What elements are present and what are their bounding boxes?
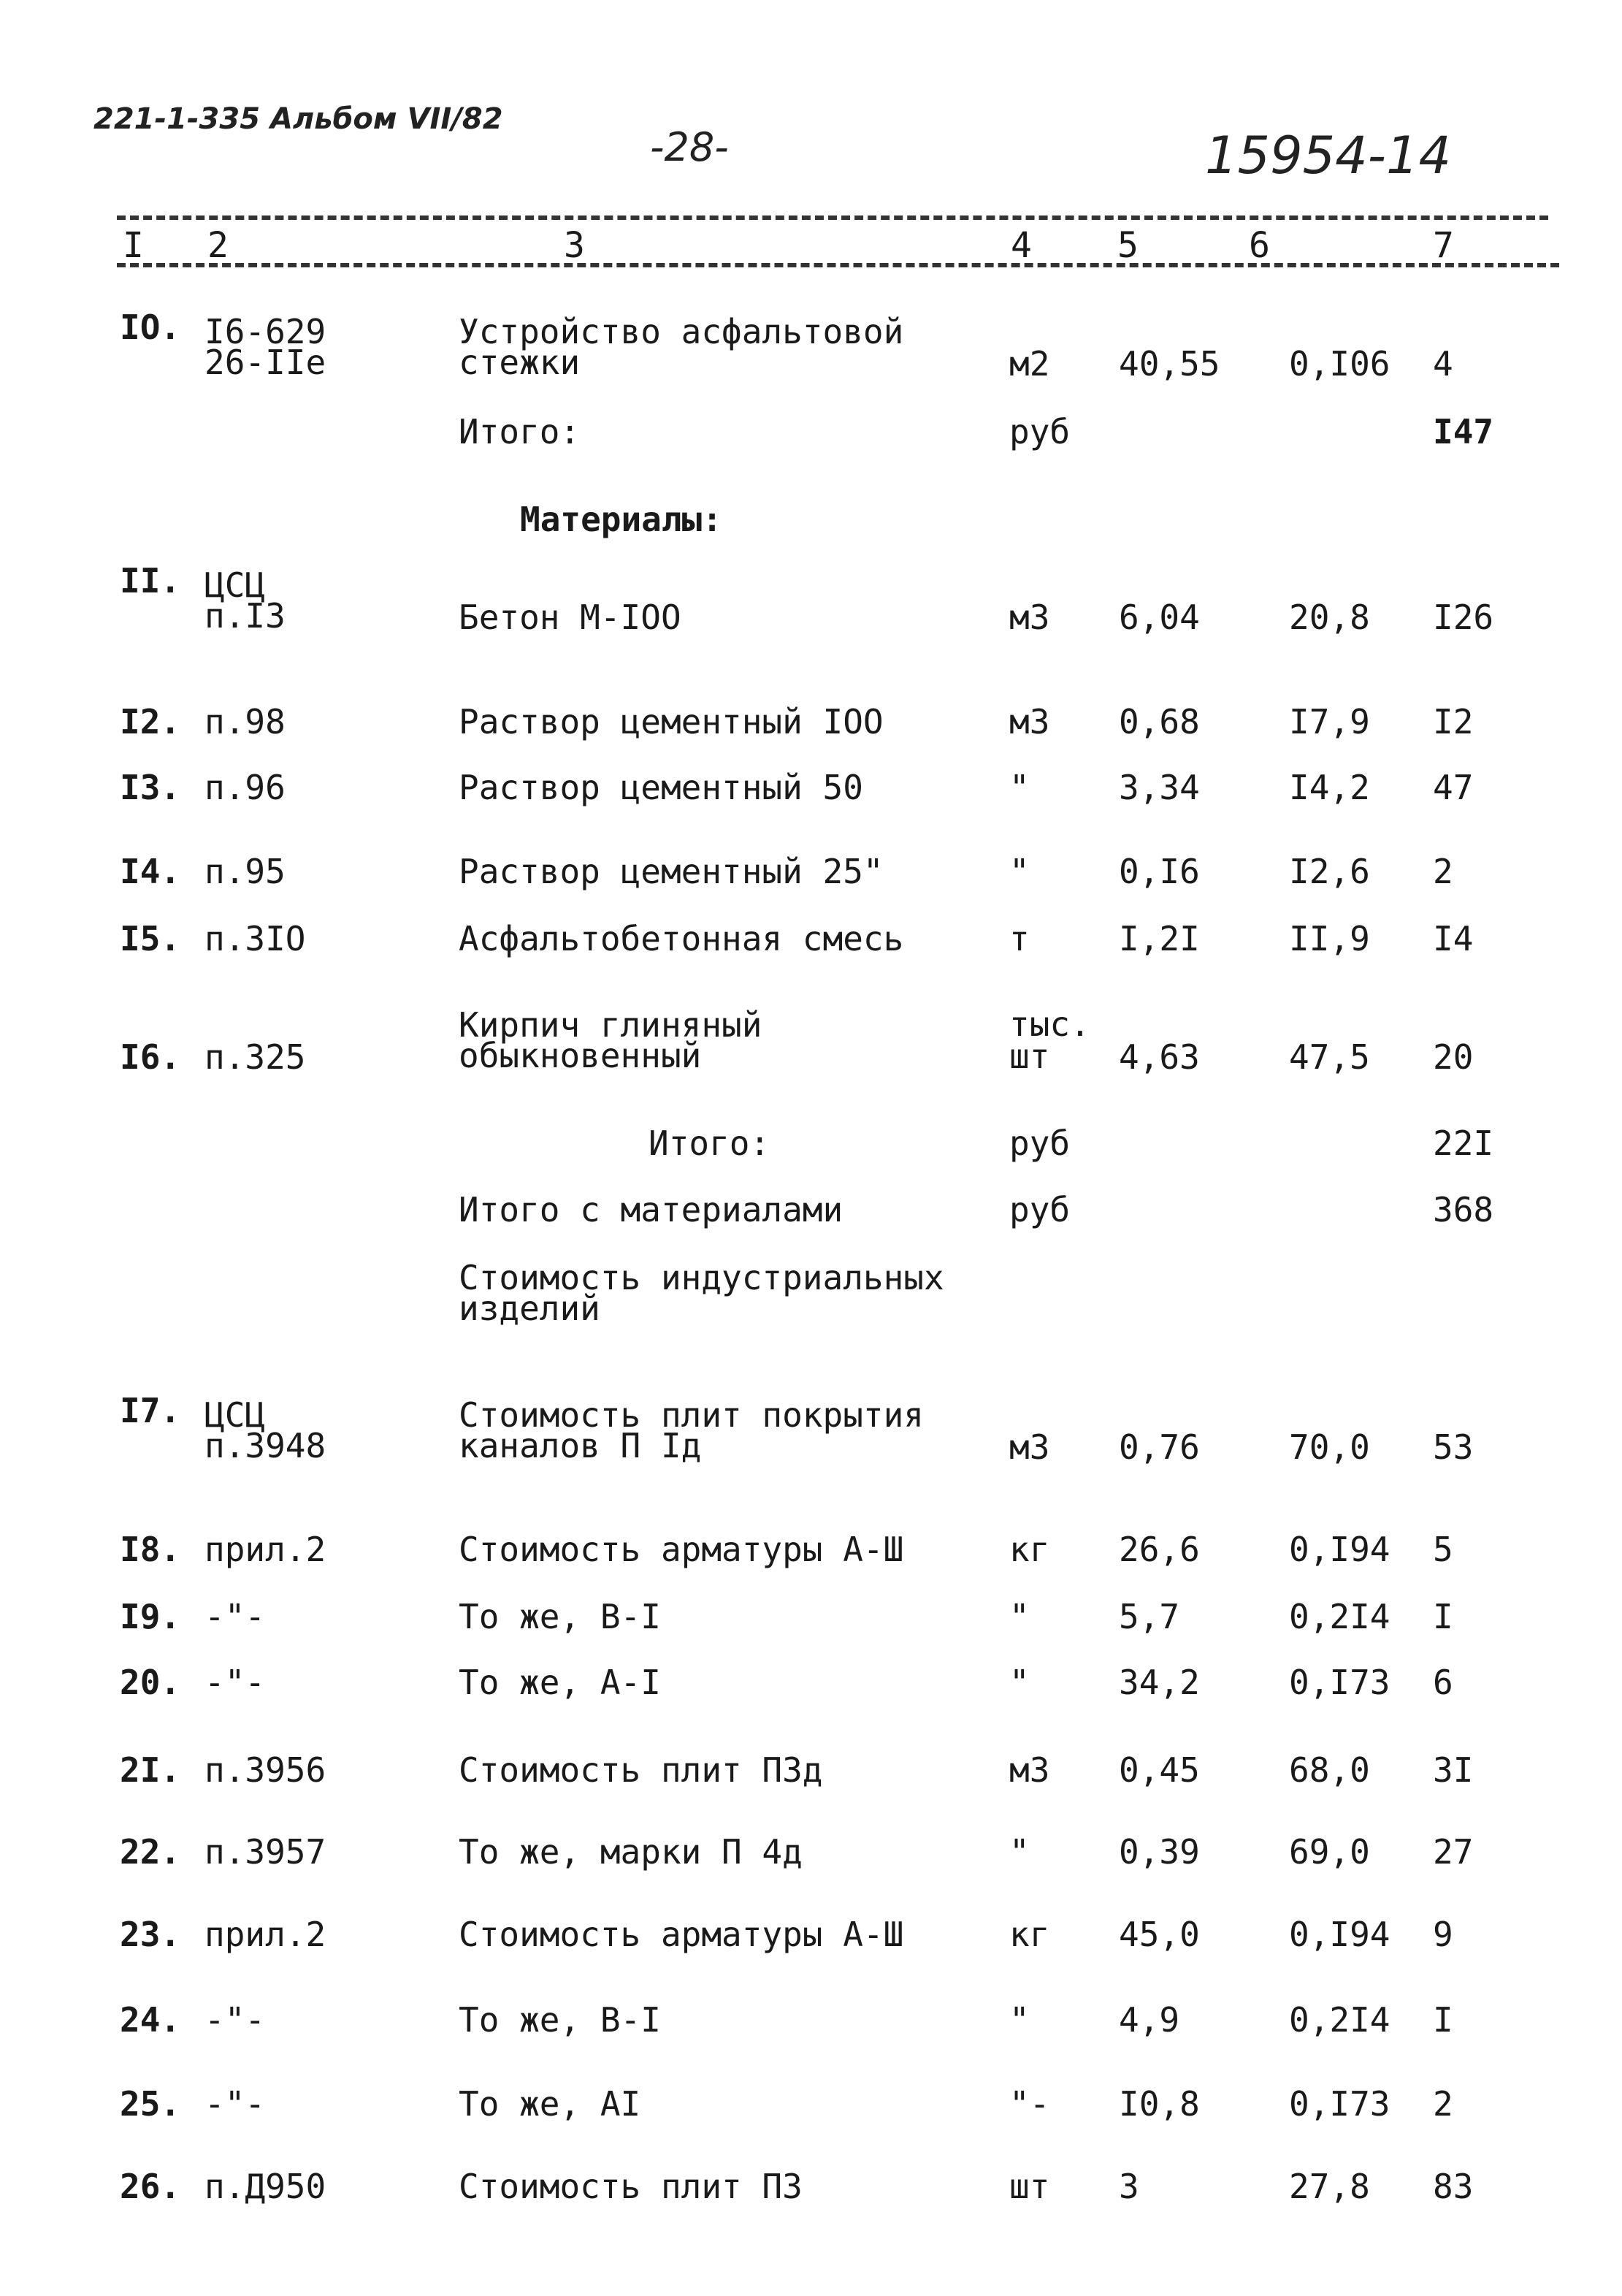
price-cell: I4,2 [1289,768,1370,807]
quantity-cell: 3 [1119,2167,1139,2206]
description-cell: Раствор цементный 50 [459,768,863,807]
price-cell: I2,6 [1289,852,1370,891]
sum-cell: 20 [1433,1037,1474,1077]
reference-cell: п.98 [204,702,286,741]
unit-cell: руб [1009,412,1071,451]
description-cell: Итого с материалами [459,1190,843,1229]
unit-cell: м2 [1009,344,1050,384]
unit-cell: руб [1009,1190,1071,1229]
description-cell: обыкновенный [459,1036,702,1075]
price-cell: 20,8 [1289,598,1370,637]
reference-cell: -"- [204,1597,266,1636]
unit-cell: " [1009,1597,1030,1636]
reference-cell: -"- [204,2000,266,2040]
sum-cell: 9 [1433,1915,1453,1954]
price-cell: I7,9 [1289,702,1370,741]
row-number: I8. [120,1530,181,1569]
column-number: 5 [1117,225,1139,266]
row-number: 25. [120,2084,181,2124]
sum-cell: 5 [1433,1530,1453,1569]
price-cell: 0,I73 [1289,1663,1390,1702]
reference-cell: I6-629 [204,312,326,351]
row-number: I5. [120,919,181,958]
unit-cell: м3 [1009,1750,1050,1790]
unit-cell: м3 [1009,702,1050,741]
description-cell: Стоимость плит покрытия [459,1395,924,1435]
unit-cell: руб [1009,1124,1071,1163]
description-cell: изделий [459,1289,600,1328]
description-cell: Асфальтобетонная смесь [459,919,904,958]
unit-cell: " [1009,768,1030,807]
quantity-cell: 26,6 [1119,1530,1200,1569]
sum-cell: I [1433,1597,1453,1636]
description-cell: Раствор цементный 25" [459,852,884,891]
unit-cell: м3 [1009,598,1050,637]
row-number: II. [120,561,181,600]
reference-cell: ЦСЦ [204,565,266,605]
price-cell: 0,I06 [1289,344,1390,384]
description-cell: Итого: [649,1124,770,1163]
column-number: 6 [1249,225,1270,266]
row-number: IO. [120,308,181,347]
price-cell: 69,0 [1289,1832,1370,1872]
reference-cell: -"- [204,2084,266,2124]
description-cell: То же, А-I [459,1663,661,1702]
quantity-cell: 45,0 [1119,1915,1200,1954]
quantity-cell: 5,7 [1119,1597,1180,1636]
unit-cell: " [1009,1663,1030,1702]
price-cell: 70,0 [1289,1427,1370,1467]
price-cell: 0,I73 [1289,2084,1390,2124]
reference-cell: п.325 [204,1037,306,1077]
sum-cell: I2 [1433,702,1474,741]
description-cell: Бетон М-IOO [459,598,681,637]
row-number: I9. [120,1597,181,1636]
description-cell: Стоимость индустриальных [459,1258,944,1297]
unit-cell: "- [1009,2084,1050,2124]
quantity-cell: 0,45 [1119,1750,1200,1790]
price-cell: 68,0 [1289,1750,1370,1790]
row-number: 2I. [120,1750,181,1790]
description-cell: Кирпич глиняный [459,1005,762,1045]
reference-cell: п.3956 [204,1750,326,1790]
unit-cell: " [1009,1832,1030,1872]
description-cell: Стоимость плит П3 [459,2167,803,2206]
quantity-cell: I0,8 [1119,2084,1200,2124]
unit-cell: т [1009,919,1030,958]
row-number: I6. [120,1037,181,1077]
price-cell: 0,I94 [1289,1915,1390,1954]
row-number: 24. [120,2000,181,2040]
sum-cell: 22I [1433,1124,1494,1163]
row-number: 26. [120,2167,181,2206]
description-cell: Устройство асфальтовой [459,312,904,351]
reference-cell: 26-IIe [204,343,326,382]
price-cell: II,9 [1289,919,1370,958]
reference-cell: прил.2 [204,1915,326,1954]
header-rule-top [117,216,1548,220]
sum-cell: 368 [1433,1190,1494,1229]
price-cell: 0,I94 [1289,1530,1390,1569]
description-cell: Материалы: [520,500,722,539]
row-number: 22. [120,1832,181,1872]
sum-cell: 2 [1433,2084,1453,2124]
quantity-cell: 4,9 [1119,2000,1180,2040]
row-number: I4. [120,852,181,891]
sum-cell: 27 [1433,1832,1474,1872]
column-number: 7 [1433,225,1454,266]
sum-cell: 6 [1433,1663,1453,1702]
reference-cell: -"- [204,1663,266,1702]
column-number: 3 [564,225,585,266]
unit-cell: шт [1009,2167,1050,2206]
sum-cell: 4 [1433,344,1453,384]
sum-cell: 2 [1433,852,1453,891]
quantity-cell: 0,76 [1119,1427,1200,1467]
sum-cell: 47 [1433,768,1474,807]
description-cell: То же, АI [459,2084,641,2124]
description-cell: Стоимость плит П3д [459,1750,823,1790]
unit-cell: кг [1009,1530,1050,1569]
description-cell: стежки [459,343,581,382]
quantity-cell: 0,I6 [1119,852,1200,891]
reference-cell: п.3IO [204,919,306,958]
sum-cell: I26 [1433,598,1494,637]
unit-cell: кг [1009,1915,1050,1954]
reference-cell: п.I3 [204,596,286,636]
description-cell: каналов П Iд [459,1426,702,1465]
quantity-cell: 0,68 [1119,702,1200,741]
column-number: 2 [207,225,229,266]
description-cell: То же, В-I [459,2000,661,2040]
quantity-cell: I,2I [1119,919,1200,958]
sum-cell: 3I [1433,1750,1474,1790]
sum-cell: I47 [1433,412,1494,451]
sum-cell: I [1433,2000,1453,2040]
sum-cell: I4 [1433,919,1474,958]
row-number: I3. [120,768,181,807]
reference-cell: п.3957 [204,1832,326,1872]
sum-cell: 83 [1433,2167,1474,2206]
reference-cell: ЦСЦ [204,1395,266,1435]
reference-cell: п.3948 [204,1426,326,1465]
quantity-cell: 4,63 [1119,1037,1200,1077]
document-number: 15954-14 [1205,126,1452,186]
quantity-cell: 40,55 [1119,344,1220,384]
header-rule-bottom [117,263,1559,267]
reference-cell: прил.2 [204,1530,326,1569]
reference-cell: п.95 [204,852,286,891]
page-number: -28- [650,124,729,170]
column-number: 4 [1011,225,1032,266]
reference-cell: п.Д950 [204,2167,326,2206]
quantity-cell: 3,34 [1119,768,1200,807]
quantity-cell: 34,2 [1119,1663,1200,1702]
sum-cell: 53 [1433,1427,1474,1467]
description-cell: То же, марки П 4д [459,1832,803,1872]
unit-cell: " [1009,2000,1030,2040]
row-number: 23. [120,1915,181,1954]
row-number: 20. [120,1663,181,1702]
description-cell: Стоимость арматуры А-Ш [459,1915,904,1954]
unit-cell: тыс. шт [1009,1004,1090,1076]
unit-cell: " [1009,852,1030,891]
price-cell: 47,5 [1289,1037,1370,1077]
column-number: I [123,225,144,266]
quantity-cell: 6,04 [1119,598,1200,637]
quantity-cell: 0,39 [1119,1832,1200,1872]
album-code: 221-1-335 Альбом VII/82 [93,102,503,136]
unit-cell: м3 [1009,1427,1050,1467]
price-cell: 0,2I4 [1289,1597,1390,1636]
row-number: I2. [120,702,181,741]
description-cell: Стоимость арматуры А-Ш [459,1530,904,1569]
description-cell: Итого: [459,412,581,451]
row-number: I7. [120,1391,181,1430]
description-cell: То же, В-I [459,1597,661,1636]
price-cell: 27,8 [1289,2167,1370,2206]
description-cell: Раствор цементный IOO [459,702,884,741]
reference-cell: п.96 [204,768,286,807]
price-cell: 0,2I4 [1289,2000,1390,2040]
